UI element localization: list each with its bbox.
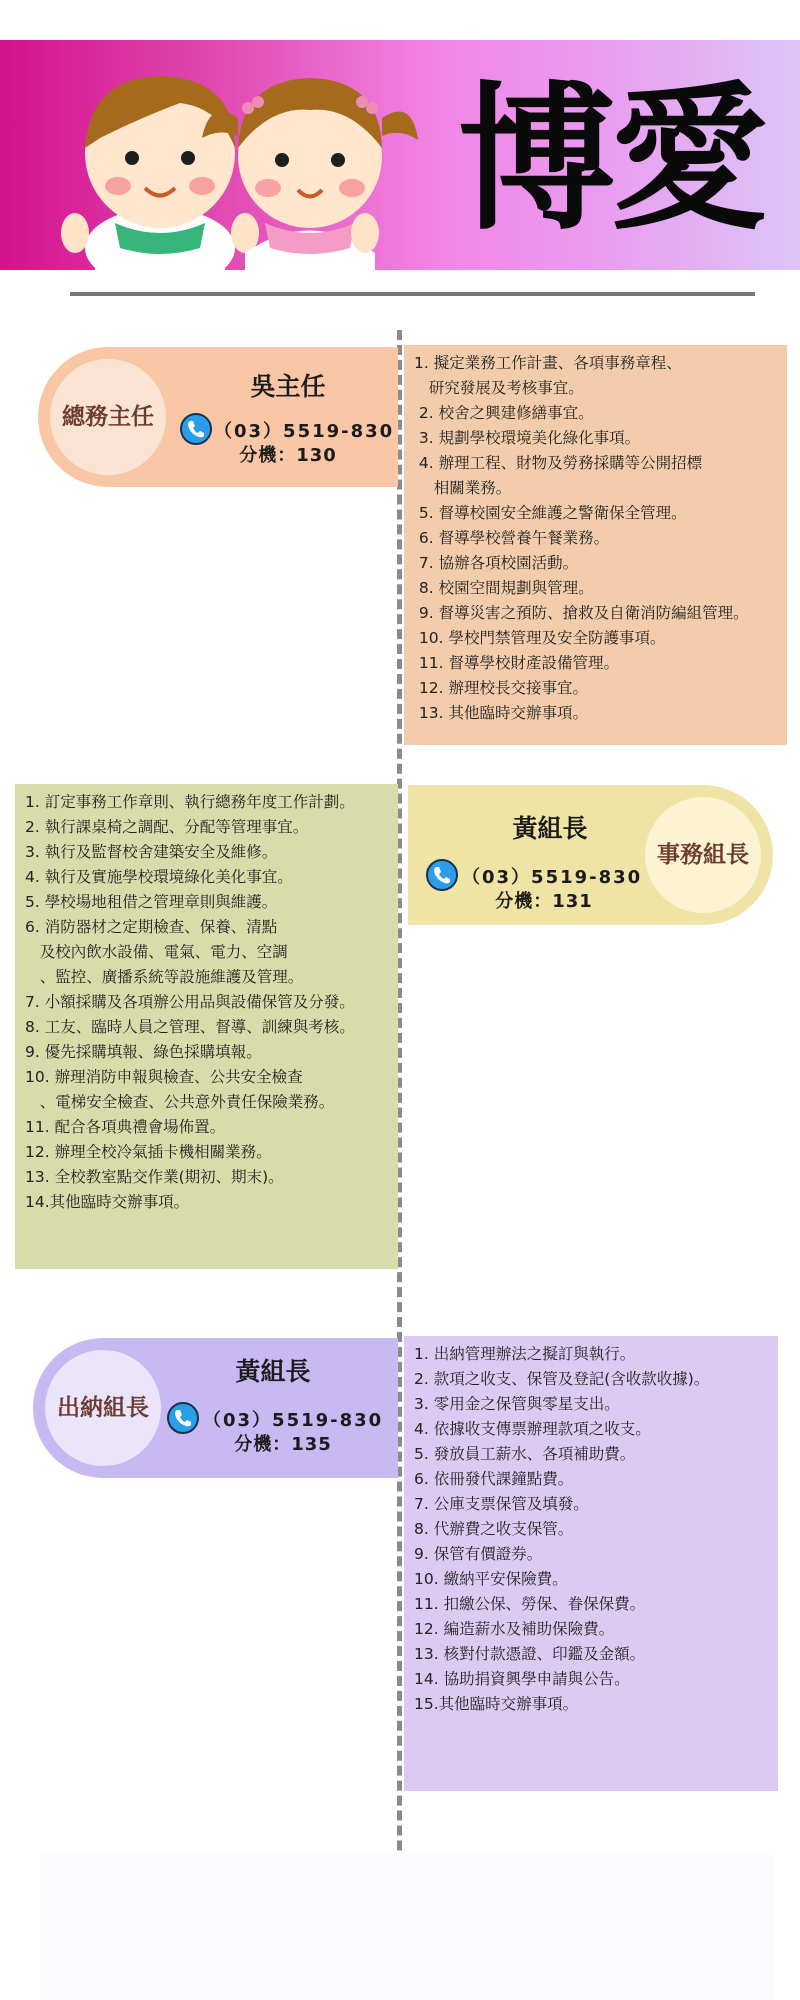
duty-item: 4. 執行及實施學校環境綠化美化事宜。: [25, 868, 293, 886]
duty-item: 10. 學校門禁管理及安全防護事項。: [414, 629, 666, 647]
duty-item: 6. 督導學校營養午餐業務。: [414, 529, 610, 547]
person-name: 吳主任: [250, 372, 326, 401]
header-banner: [0, 40, 800, 270]
duty-item: 1. 訂定事務工作章則、執行總務年度工作計劃。: [25, 793, 355, 811]
duty-item: 12. 辦理校長交接事宜。: [414, 679, 589, 697]
phone-icon: [426, 859, 458, 891]
duty-item: 8. 工友、臨時人員之管理、督導、訓練與考核。: [25, 1018, 355, 1036]
divider-line: [70, 292, 755, 296]
duty-item: 5. 督導校園安全維護之警衛保全管理。: [414, 504, 687, 522]
duty-item: 15.其他臨時交辦事項。: [414, 1695, 579, 1713]
duty-item: 8. 校園空間規劃與管理。: [414, 579, 594, 597]
duty-item: 2. 校舍之興建修繕事宜。: [414, 404, 594, 422]
duty-item: 6. 依冊發代課鐘點費。: [414, 1470, 574, 1488]
phone-extension: 分機：130: [239, 445, 337, 466]
phone-number: （03）5519-830: [462, 867, 643, 888]
duty-item: 13. 核對付款憑證、印鑑及金額。: [414, 1645, 646, 1663]
duty-item: 及校內飲水設備、電氣、電力、空調: [25, 943, 288, 961]
duty-item: 7. 小額採購及各項辦公用品與設備保管及分發。: [25, 993, 355, 1011]
duty-item: 5. 學校場地租借之管理章則與維護。: [25, 893, 278, 911]
duty-item: 7. 公庫支票保管及填發。: [414, 1495, 589, 1513]
empty-footer-area: [40, 1855, 775, 2000]
duty-item: 9. 優先採購填報、綠色採購填報。: [25, 1043, 262, 1061]
duty-item: 2. 款項之收支、保管及登記(含收款收據)。: [414, 1370, 710, 1388]
duty-item: 7. 協辦各項校園活動。: [414, 554, 579, 572]
duty-item: 14. 協助捐資興學申請與公告。: [414, 1670, 630, 1688]
duty-item: 研究發展及考核事宜。: [414, 379, 584, 397]
duty-item: 10. 辦理消防申報與檢查、公共安全檢查: [25, 1068, 303, 1086]
duty-item: 5. 發放員工薪水、各項補助費。: [414, 1445, 636, 1463]
duty-item: 2. 執行課桌椅之調配、分配等管理事宜。: [25, 818, 309, 836]
duty-item: 13. 其他臨時交辦事項。: [414, 704, 589, 722]
duty-list: [414, 351, 777, 726]
duty-item: 12. 編造薪水及補助保險費。: [414, 1620, 615, 1638]
duty-item: 9. 督導災害之預防、搶救及自衛消防編組管理。: [414, 604, 749, 622]
affairs-chief-duties: [15, 784, 398, 1269]
phone-extension: 分機：131: [495, 891, 593, 912]
banner-title: 博愛: [458, 67, 762, 252]
phone-icon: [180, 413, 212, 445]
phone-icon: [167, 1402, 199, 1434]
duty-item: 3. 執行及監督校舍建築安全及維修。: [25, 843, 278, 861]
general-director-duties: [404, 345, 787, 745]
role-badge: 出納組長: [45, 1350, 161, 1466]
duty-item: 13. 全校教室點交作業(期初、期末)。: [25, 1168, 284, 1186]
phone-number: （03）5519-830: [203, 1410, 384, 1431]
cashier-chief-duties: [404, 1336, 778, 1791]
person-name: 黃組長: [512, 814, 588, 843]
duty-item: 相關業務。: [414, 479, 512, 497]
duty-item: 12. 辦理全校冷氣插卡機相關業務。: [25, 1143, 272, 1161]
duty-item: 4. 辦理工程、財物及勞務採購等公開招標: [414, 454, 703, 472]
cashier-chief-card: [33, 1338, 398, 1478]
role-badge: 事務組長: [645, 797, 761, 913]
duty-item: 、監控、廣播系統等設施維護及管理。: [25, 968, 304, 986]
kids-illustration: [20, 48, 420, 270]
duty-item: 11. 配合各項典禮會場佈置。: [25, 1118, 226, 1136]
duty-item: 、電梯安全檢查、公共意外責任保險業務。: [25, 1093, 335, 1111]
general-director-card: [38, 347, 398, 487]
duty-item: 6. 消防器材之定期檢查、保養、清點: [25, 918, 278, 936]
duty-item: 3. 零用金之保管與零星支出。: [414, 1395, 620, 1413]
duty-item: 11. 扣繳公保、勞保、眷保保費。: [414, 1595, 646, 1613]
duty-item: 3. 規劃學校環境美化綠化事項。: [414, 429, 641, 447]
duty-item: 14.其他臨時交辦事項。: [25, 1193, 190, 1211]
affairs-chief-card: [408, 785, 773, 925]
duty-list: [25, 790, 388, 1215]
duty-item: 11. 督導學校財產設備管理。: [414, 654, 620, 672]
duty-item: 1. 擬定業務工作計畫、各項事務章程、: [414, 354, 682, 372]
duty-item: 4. 依據收支傳票辦理款項之收支。: [414, 1420, 651, 1438]
duty-item: 1. 出納管理辦法之擬訂與執行。: [414, 1345, 636, 1363]
duty-list: [414, 1342, 768, 1717]
phone-extension: 分機：135: [234, 1434, 332, 1455]
duty-item: 8. 代辦費之收支保管。: [414, 1520, 574, 1538]
role-badge: 總務主任: [50, 359, 166, 475]
person-name: 黃組長: [235, 1357, 311, 1386]
phone-number: （03）5519-830: [214, 421, 395, 442]
duty-item: 10. 繳納平安保險費。: [414, 1570, 568, 1588]
duty-item: 9. 保管有價證券。: [414, 1545, 543, 1563]
